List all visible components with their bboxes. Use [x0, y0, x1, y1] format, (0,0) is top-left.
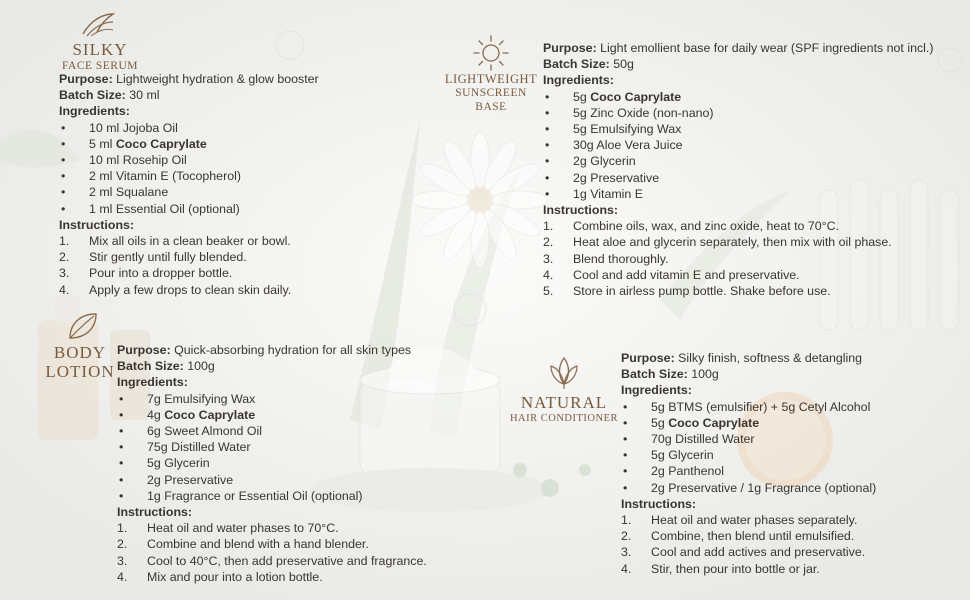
purpose-text: Lightweight hydration & glow booster: [112, 72, 319, 86]
purpose-label: Purpose:: [543, 41, 597, 55]
instructions-list: [543, 218, 933, 299]
ingredient-item: • 10 ml Jojoba Oil: [59, 120, 319, 136]
lotus-icon: [546, 354, 582, 390]
ingredient-item: • 2 ml Vitamin E (Tocopherol): [59, 168, 319, 184]
recipe-title: [42, 343, 118, 381]
instruction-step: 3. Blend thoroughly.: [543, 251, 669, 266]
ingredient-item: • 2g Preservative: [117, 472, 427, 488]
instruction-step: 4. Apply a few drops to clean skin daily.: [59, 282, 292, 297]
instruction-step: 3. Cool and add actives and preservative.: [621, 545, 866, 560]
instruction-step: 2. Stir gently until fully blended.: [59, 250, 247, 265]
purpose-line: [621, 350, 876, 366]
title-main: BODY: [53, 343, 107, 362]
leaf-icon: [66, 310, 100, 342]
purpose-text: Quick-absorbing hydration for all skin types: [170, 343, 412, 357]
purpose-line: [543, 40, 933, 56]
ingredient-item: • 5g Coco Caprylate: [543, 89, 933, 105]
instructions-heading: Instructions:: [117, 505, 193, 520]
ingredients-list: [117, 391, 427, 504]
ingredient-item: • 1 ml Essential Oil (optional): [59, 201, 319, 217]
title-main: LIGHTWEIGHT: [444, 72, 538, 86]
batch-line: [621, 366, 876, 382]
ingredients-heading: Ingredients:: [543, 73, 614, 88]
recipe-title: [50, 40, 150, 73]
title-sub: HAIR CONDITIONER: [509, 413, 619, 424]
recipe-body: [621, 350, 876, 577]
purpose-label: Purpose:: [59, 72, 113, 86]
instruction-step: 3. Cool to 40°C, then add preservative and fragrance.: [117, 553, 427, 568]
sun-icon: [472, 34, 510, 72]
ingredient-item: • 10 ml Rosehip Oil: [59, 152, 319, 168]
batch-line: [117, 358, 427, 374]
instruction-step: 4. Mix and pour into a lotion bottle.: [117, 569, 323, 584]
ingredient-item: • 2g Preservative: [543, 170, 933, 186]
ingredients-list: [621, 399, 876, 496]
instruction-step: 1. Heat oil and water phases separately.: [621, 513, 858, 528]
ingredients-list: [59, 120, 319, 217]
instructions-heading: Instructions:: [59, 217, 135, 232]
batch-text: 100g: [687, 367, 719, 382]
instructions-list: [59, 233, 319, 298]
instructions-heading: Instructions:: [621, 496, 697, 511]
ingredient-item: • 30g Aloe Vera Juice: [543, 137, 933, 153]
ingredient-item: • 2g Glycerin: [543, 153, 933, 169]
batch-text: 30 ml: [125, 88, 160, 103]
batch-text: 100g: [183, 359, 215, 374]
purpose-label: Purpose:: [117, 343, 171, 357]
title-main: SILKY: [72, 40, 128, 59]
ingredient-item: • 5 ml Coco Caprylate: [59, 136, 319, 152]
batch-line: [59, 87, 319, 103]
purpose-label: Purpose:: [621, 351, 675, 365]
purpose-line: [59, 71, 319, 87]
instruction-step: 2. Combine, then blend until emulsified.: [621, 529, 855, 544]
ingredient-item: • 2g Panthenol: [621, 463, 876, 479]
ingredient-item: • 6g Sweet Almond Oil: [117, 423, 427, 439]
instruction-step: 5. Store in airless pump bottle. Shake before use.: [543, 284, 831, 299]
ingredient-item: • 2g Preservative / 1g Fragrance (optional): [621, 480, 876, 496]
ingredient-item: • 5g Coco Caprylate: [621, 415, 876, 431]
ingredient-item: • 75g Distilled Water: [117, 439, 427, 455]
ingredient-item: • 70g Distilled Water: [621, 431, 876, 447]
recipe-body: [59, 71, 319, 298]
batch-label: Batch Size:: [117, 359, 184, 374]
title-sub: FACE SERUM: [61, 60, 139, 72]
batch-line: [543, 56, 933, 72]
ingredient-item: • 2 ml Squalane: [59, 184, 319, 200]
ingredient-item: • 7g Emulsifying Wax: [117, 391, 427, 407]
batch-label: Batch Size:: [59, 88, 126, 103]
ingredients-list: [543, 89, 933, 202]
instruction-step: 3. Pour into a dropper bottle.: [59, 266, 233, 281]
leaf-swirl-icon: [79, 10, 117, 38]
instruction-step: 1. Combine oils, wax, and zinc oxide, heat to 70°C.: [543, 219, 839, 234]
instructions-heading: Instructions:: [543, 203, 619, 218]
ingredient-item: • 4g Coco Caprylate: [117, 407, 427, 423]
ingredient-item: • 5g Emulsifying Wax: [543, 121, 933, 137]
ingredient-item: • 5g Glycerin: [117, 455, 427, 471]
recipe-body: [117, 342, 427, 585]
title-sub-1: SUNSCREEN: [455, 87, 527, 99]
instructions-list: [117, 520, 427, 585]
ingredients-heading: Ingredients:: [621, 383, 692, 398]
ingredients-heading: Ingredients:: [59, 104, 130, 119]
title-main: NATURAL: [520, 393, 608, 412]
purpose-line: [117, 342, 427, 358]
batch-text: 50g: [609, 57, 634, 72]
instruction-step: 2. Heat aloe and glycerin separately, then mix with oil phase.: [543, 235, 892, 250]
instruction-step: 1. Heat oil and water phases to 70°C.: [117, 521, 339, 536]
instruction-step: 2. Combine and blend with a hand blender.: [117, 537, 369, 552]
purpose-text: Silky finish, softness & detangling: [674, 351, 863, 365]
instructions-list: [621, 512, 876, 577]
purpose-text: Light emollient base for daily wear (SPF ingredients not incl.): [596, 41, 934, 55]
recipe-body: [543, 40, 933, 299]
ingredient-item: • 5g BTMS (emulsifier) + 5g Cetyl Alcohol: [621, 399, 876, 415]
ingredient-item: • 5g Glycerin: [621, 447, 876, 463]
recipe-title: [440, 72, 542, 114]
recipe-title: [508, 393, 620, 426]
batch-label: Batch Size:: [543, 57, 610, 72]
ingredient-item: • 5g Zinc Oxide (non-nano): [543, 105, 933, 121]
ingredients-heading: Ingredients:: [117, 375, 188, 390]
title-sub-2: BASE: [475, 101, 507, 113]
title-sub: LOTION: [45, 362, 115, 381]
ingredient-item: • 1g Vitamin E: [543, 186, 933, 202]
batch-label: Batch Size:: [621, 367, 688, 382]
instruction-step: 4. Stir, then pour into bottle or jar.: [621, 561, 820, 576]
instruction-step: 1. Mix all oils in a clean beaker or bowl.: [59, 234, 291, 249]
instruction-step: 4. Cool and add vitamin E and preservative.: [543, 267, 800, 282]
ingredient-item: • 1g Fragrance or Essential Oil (optional): [117, 488, 427, 504]
